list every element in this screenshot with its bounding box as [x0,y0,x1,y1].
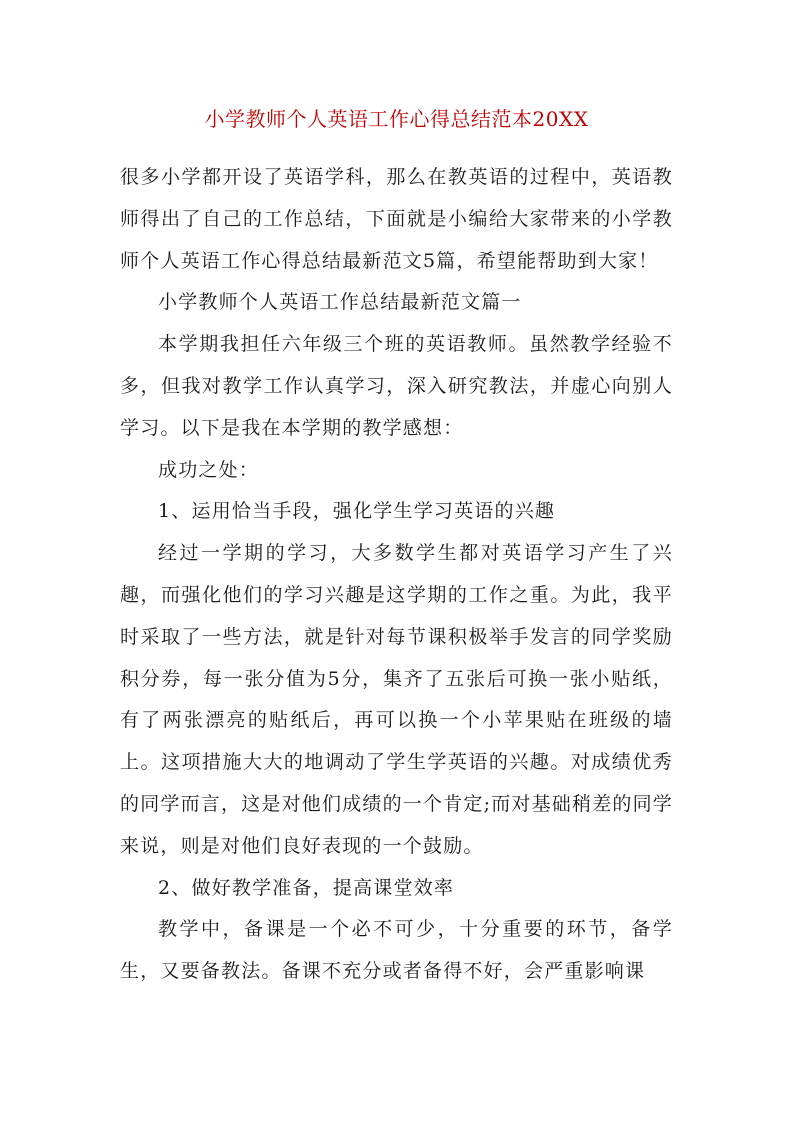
paragraph: 本学期我担任六年级三个班的英语教师。虽然教学经验不多，但我对教学工作认真学习，深入研究教法，并虚心向别人学习。以下是我在本学期的教学感想： [120,333,673,439]
paragraph-list-item: 1、运用恰当手段，强化学生学习英语的兴趣 [158,500,556,523]
paragraph-list-item: 2、做好教学准备，提高课堂效率 [158,876,455,899]
paragraph-subheading: 成功之处： [158,458,260,481]
document-title: 小学教师个人英语工作心得总结范本20XX [204,107,589,131]
paragraph-section-heading: 小学教师个人英语工作总结最新范文篇一 [158,291,522,314]
document-body [120,157,673,993]
paragraph: 教学中，备课是一个必不可少，十分重要的环节，备学生，又要备教法。备课不充分或者备得不好，会严重影响课 [120,918,673,983]
paragraph-intro: 很多小学都开设了英语学科，那么在教英语的过程中，英语教师得出了自己的工作总结，下面就是小编给大家带来的小学教师个人英语工作心得总结最新范文5篇，希望能帮助到大家！ [120,166,673,272]
paragraph: 经过一学期的学习，大多数学生都对英语学习产生了兴趣，而强化他们的学习兴趣是这学期的工作之重。为此，我平时采取了一些方法，就是针对每节课积极举手发言的同学奖励积分券，每一张分值为5分，集齐了五张后可换一张小贴纸，有了两张漂亮的贴纸后，再可以换一个小苹果贴在班级的墙上。这项措施大大的地调动了学生学英语的兴趣。对成绩优秀的同学而言，这是对他们成绩的一个肯定;而对基础稍差的同学来说，则是对他们良好表现的一个鼓励。 [120,542,674,857]
